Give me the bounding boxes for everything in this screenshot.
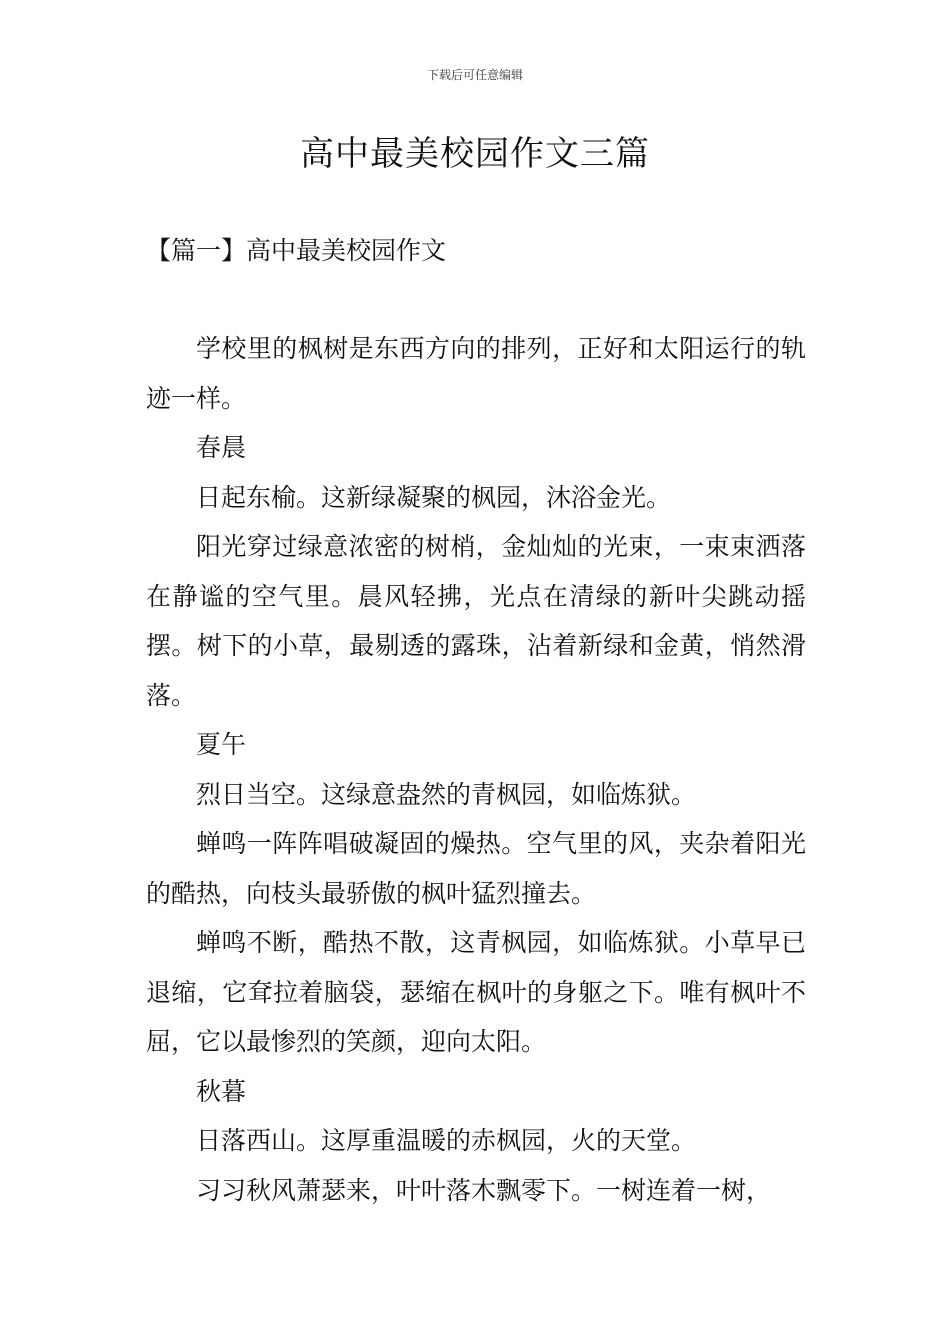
subheading-spring: 春晨 xyxy=(196,433,247,462)
paragraph: 阳光穿过绿意浓密的树梢，金灿灿的光束，一束束洒落在静谧的空气里。晨风轻拂，光点在清绿的新叶尖跳动摇摆。树下的小草，最剔透的露珠，沾着新绿和金黄，悄然滑落。 xyxy=(146,532,806,710)
paragraph: 日落西山。这厚重温暖的赤枫园，火的天堂。 xyxy=(196,1126,697,1155)
section-heading: 【篇一】高中最美校园作文 xyxy=(146,236,447,265)
document-body xyxy=(146,324,806,1215)
paragraph: 烈日当空。这绿意盎然的青枫园，如临炼狱。 xyxy=(196,779,697,809)
paragraph: 蝉鸣一阵阵唱破凝固的燥热。空气里的风，夹杂着阳光的酷热，向枝头最骄傲的枫叶猛烈撞去。 xyxy=(146,829,806,908)
paragraph: 蝉鸣不断，酷热不散，这青枫园，如临炼狱。小草早已退缩，它耷拉着脑袋，瑟缩在枫叶的身躯之下。唯有枫叶不屈，它以最惨烈的笑颜，迎向太阳。 xyxy=(146,928,806,1056)
header-note: 下载后可任意编辑 xyxy=(426,68,523,82)
paragraph: 学校里的枫树是东西方向的排列，正好和太阳运行的轨迹一样。 xyxy=(146,334,806,413)
paragraph: 日起东榆。这新绿凝聚的枫园，沐浴金光。 xyxy=(196,482,672,512)
subheading-summer: 夏午 xyxy=(196,730,247,759)
document-title: 高中最美校园作文三篇 xyxy=(300,134,650,174)
paragraph: 习习秋风萧瑟来，叶叶落木飘零下。一树连着一树， xyxy=(196,1175,772,1205)
subheading-autumn: 秋暮 xyxy=(196,1076,247,1106)
